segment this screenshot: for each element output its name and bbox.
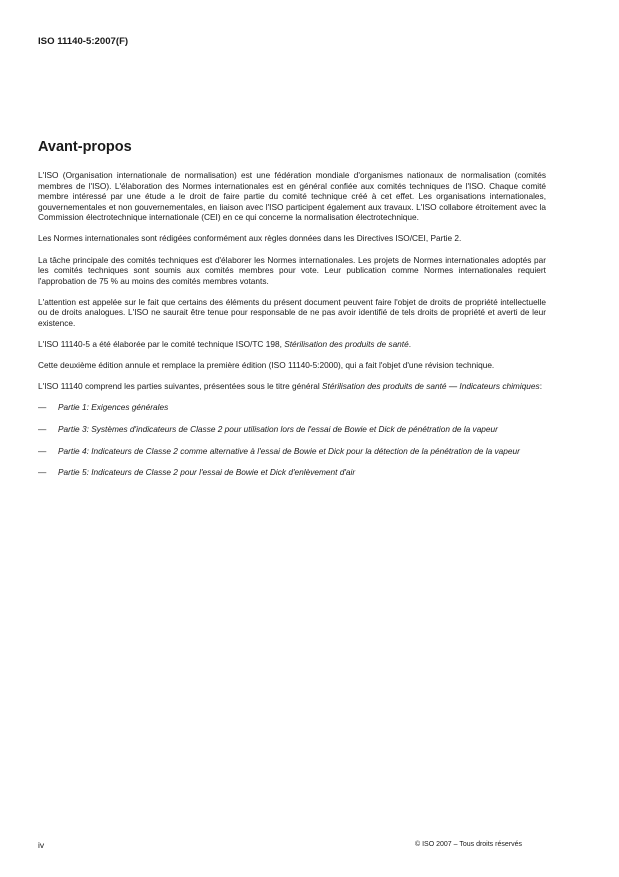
- document-header-id: ISO 11140-5:2007(F): [38, 36, 129, 47]
- dash-bullet: —: [38, 467, 47, 478]
- dash-bullet: —: [38, 445, 47, 456]
- paragraph-edition: Cette deuxième édition annule et remplace la première édition (ISO 11140-5:2000), qui a fait l'objet d'une révision technique.: [38, 360, 495, 371]
- committee-title: Stérilisation des produits de santé: [284, 339, 409, 350]
- list-item: — Partie 3: Systèmes d'indicateurs de Classe 2 pour utilisation lors de l'essai de Bowie et Dick de pénétration de la vapeur: [38, 424, 498, 434]
- copyright-notice: © ISO 2007 – Tous droits réservés: [415, 841, 522, 848]
- dash-bullet: —: [38, 424, 47, 434]
- paragraph-series-parts: L'ISO 11140 comprend les parties suivantes, présentées sous le titre général Stérilisation des produits de santé — Indicateurs chimiques:: [38, 381, 542, 392]
- dash-bullet: —: [38, 402, 47, 413]
- paragraph-directives: Les Normes internationales sont rédigées conformément aux règles données dans les Directives ISO/CEI, Partie 2.: [38, 233, 462, 244]
- paragraph-committee-task: La tâche principale des comités techniques est d'élaborer les Normes internationales. Les projets de Normes internationales adoptés par les comités techniques sont soumis aux comités membres pour vote. Leur publication comme Normes internationales requiert l'approbation de 75 % au moins des comités membres votants.: [38, 254, 546, 286]
- list-item: — Partie 1: Exigences générales: [38, 402, 169, 413]
- section-title: Avant-propos: [38, 139, 132, 155]
- list-item: — Partie 5: Indicateurs de Classe 2 pour l'essai de Bowie et Dick d'enlèvement d'air: [38, 467, 356, 478]
- parts-list: [38, 402, 546, 477]
- paragraph-prepared-by: L'ISO 11140-5 a été élaborée par le comité technique ISO/TC 198, Stérilisation des produits de santé.: [38, 339, 412, 350]
- foreword-body: [38, 170, 546, 489]
- list-item: — Partie 4: Indicateurs de Classe 2 comme alternative à l'essai de Bowie et Dick pour la détection de la pénétration de la vapeur: [38, 445, 520, 456]
- page-number: iv: [38, 840, 45, 850]
- paragraph-patent-rights: L'attention est appelée sur le fait que certains des éléments du présent document peuvent faire l'objet de droits de propriété intellectuelle ou de droits analogues. L'ISO ne saurait être tenue pour responsable de ne pas avoir identifié de tels droits de propriété et averti de leur existence.: [38, 296, 546, 329]
- series-title: Stérilisation des produits de santé — Indicateurs chimiques: [322, 381, 540, 392]
- paragraph-iso-organisation: L'ISO (Organisation internationale de normalisation) est une fédération mondiale d'organismes nationaux de normalisation (comités membres de l'ISO). L'élaboration des Normes internationales est en général confiée aux comités techniques de l'ISO. Chaque comité membre intéressé par une étude a le droit de faire partie du comité technique créé à cet effet. Les organisations internationales, gouvernementales et non gouvernementales, en liaison avec l'ISO participent également aux travaux. L'ISO collabore étroitement avec la Commission électrotechnique internationale (CEI) en ce qui concerne la normalisation électrotechnique.: [38, 170, 546, 223]
